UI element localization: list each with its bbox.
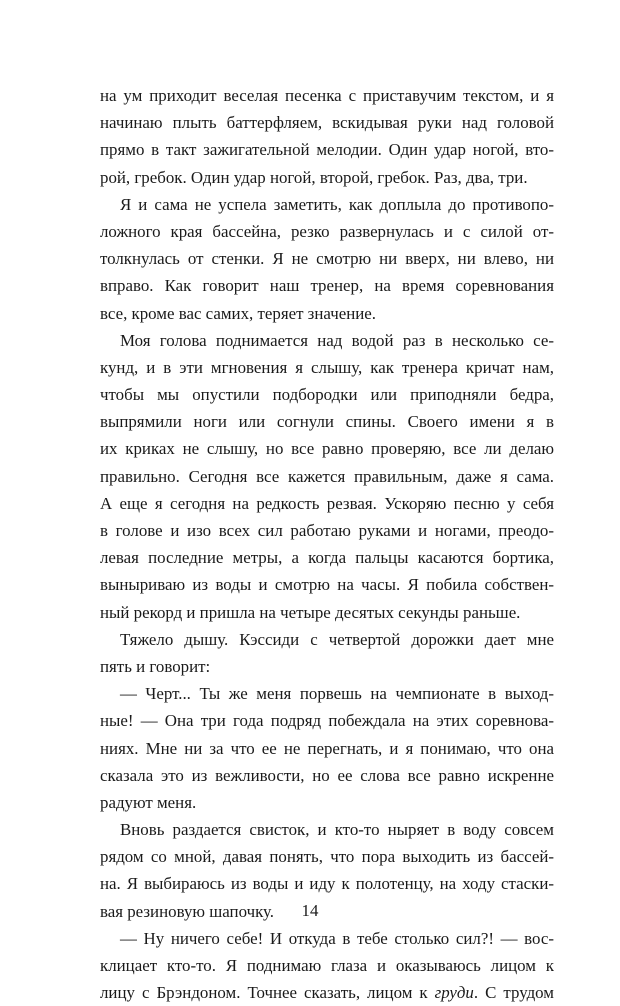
text-line: начинаю плыть баттерфляем, вскидывая руки над головой — [100, 113, 554, 133]
text-line: их криках не слышу, но все равно проверяю, все ли делаю — [100, 439, 554, 459]
text-line: Я и сама не успела заметить, как доплыла до противопо- — [120, 194, 554, 214]
text-line: А еще я сегодня на редкость резвая. Ускоряю песню у себя — [100, 493, 554, 513]
text-line: правильно. Сегодня все кажется правильным, даже я сама. — [100, 466, 554, 486]
text-line: на. Я выбираюсь из воды и иду к полотенцу, на ходу стаски- — [100, 874, 554, 894]
text-line: выныриваю из воды и смотрю на часы. Я побила собствен- — [100, 575, 554, 595]
emphasized-word: груди — [434, 983, 474, 1003]
text-line: сказала это из вежливости, но ее слова все равно искренне — [100, 765, 554, 785]
book-page-text — [100, 82, 554, 1006]
final-line-start: лицу с Брэндоном. Точнее сказать, лицом к — [100, 983, 435, 1003]
text-line: все, кроме вас самих, теряет значение. — [100, 303, 377, 323]
text-line: вправо. Как говорит наш тренер, на время соревнования — [100, 276, 554, 296]
text-line: чтобы мы опустили подбородки или приподняли бедра, — [100, 385, 554, 405]
text-line: в голове и изо всех сил работаю руками и ногами, преодо- — [100, 521, 554, 540]
text-line: вая резиновую шапочку. — [100, 901, 275, 921]
text-line: кунд, и в эти мгновения я слышу, как тренера кричат нам, — [100, 357, 554, 377]
text-line: клицает кто-то. Я поднимаю глаза и оказываюсь лицом к — [100, 956, 554, 975]
text-line: Тяжело дышу. Кэссиди с четвертой дорожки дает мне — [120, 629, 554, 649]
text-line: ниях. Мне ни за что ее не перегнать, и я понимаю, что она — [100, 738, 554, 758]
text-line: на ум приходит веселая песенка с приставучим текстом, и я — [100, 86, 554, 105]
text-line: ные! — Она три года подряд побеждала на этих соревнова- — [100, 711, 554, 731]
text-line: рядом со мной, давая понять, что пора выходить из бассей- — [100, 847, 554, 867]
text-line: прямо в такт зажигательной мелодии. Один удар ногой, вто- — [100, 140, 554, 160]
text-line: Моя голова поднимается над водой раз в несколько се- — [120, 330, 554, 350]
text-line: пять и говорит: — [100, 656, 211, 676]
text-line: выпрямили ноги или согнули спины. Своего имени я в — [100, 412, 554, 432]
final-line-end: . С трудом — [473, 983, 554, 1003]
text-line: левая последние метры, а когда пальцы касаются бортика, — [100, 548, 554, 568]
text-line: — Черт... Ты же меня порвешь на чемпионате в выход- — [120, 684, 554, 704]
text-line: ложного края бассейна, резко развернулась и с силой от- — [100, 221, 554, 241]
text-line: Вновь раздается свисток, и кто-то ныряет в воду совсем — [120, 820, 554, 840]
text-line: рой, гребок. Один удар ногой, второй, гребок. Раз, два, три. — [100, 167, 528, 187]
text-line: ный рекорд и пришла на четыре десятых секунды раньше. — [100, 602, 521, 622]
text-line-final — [100, 979, 554, 1006]
text-line: — Ну ничего себе! И откуда в тебе столько сил?! — вос- — [120, 928, 554, 948]
text-line: радуют меня. — [100, 792, 197, 812]
page-number: 14 — [301, 901, 319, 920]
text-line: толкнулась от стенки. Я не смотрю ни вверх, ни влево, ни — [100, 249, 554, 269]
